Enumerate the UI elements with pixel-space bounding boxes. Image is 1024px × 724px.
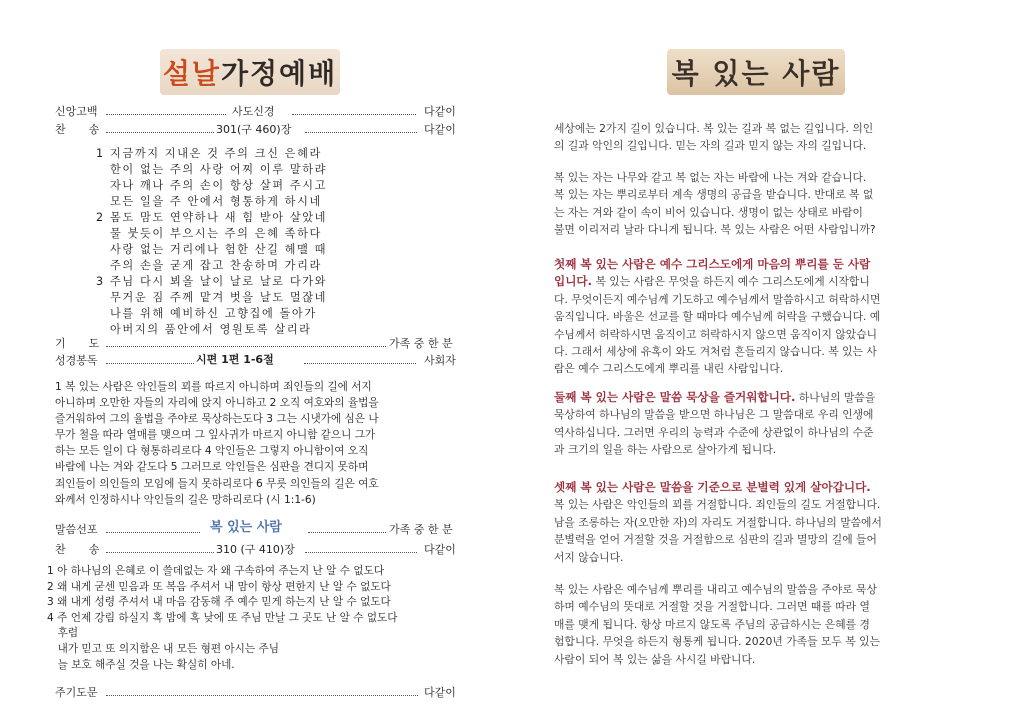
scripture-reference: 시편 1편 1-6절 xyxy=(196,353,274,366)
paragraph-line: 과 크기의 일을 하는 사람으로 살아가게 됩니다. xyxy=(554,443,777,457)
dot-leader xyxy=(308,532,386,533)
creed-leader: 다같이 xyxy=(424,105,456,118)
reading-leader: 사회자 xyxy=(424,354,456,367)
dot-leader xyxy=(106,114,226,115)
paragraph-line: 람은 예수 그리스도에게 뿌리를 내린 사람입니다. xyxy=(554,362,784,376)
paragraph-line: 묵상하여 하나님의 말씀을 받으면 하나님은 그 말씀대로 우리 인생에 xyxy=(554,408,874,422)
point-one-heading-end: 입니다. xyxy=(554,274,593,289)
lyric-line: 자나 깨나 주의 손이 항상 살펴 주시고 xyxy=(110,179,328,192)
hymn-label: 찬 송 xyxy=(55,123,106,136)
paragraph-line: 복 있는 사람은 무엇을 하든지 예수 그리스도에게 시작합니 xyxy=(592,275,870,289)
dot-leader xyxy=(106,532,200,533)
paragraph-line: 불면 이리저리 날라 다니게 됩니다. 복 있는 사람은 어떤 사람입니까? xyxy=(554,223,876,237)
paragraph-line: 험합니다. 무엇을 하든지 형통케 됩니다. 2020년 가족들 모두 복 있는 xyxy=(554,635,880,649)
paragraph-line: 다. 무엇이든지 예수님께 기도하고 예수님께서 말씀하시고 허락하시면 xyxy=(554,292,881,306)
sermon-leader: 가족 중 한 분 xyxy=(389,523,453,536)
closing-hymn-number: 310 (구 410)장 xyxy=(216,543,295,556)
dot-leader xyxy=(106,132,214,133)
lyric-line: 1 아 하나님의 은혜로 이 쓸데없는 자 왜 구속하여 주는지 난 알 수 없도다 xyxy=(47,565,385,577)
reading-label: 성경봉독 xyxy=(55,354,98,367)
scripture-line: 죄인들이 의인들의 모임에 들지 못하리로다 6 무릇 의인들의 길은 여호 xyxy=(55,477,379,490)
point-one-heading: 첫째 복 있는 사람은 예수 그리스도에게 마음의 뿌리를 둔 사람 xyxy=(554,257,871,271)
sermon-banner xyxy=(667,49,845,95)
paragraph-line: 사람이 되어 복 있는 삶을 사시길 바랍니다. xyxy=(554,652,756,666)
creed-label: 신앙고백 xyxy=(55,105,98,118)
scripture-text xyxy=(55,379,460,508)
point-three-paragraph xyxy=(554,479,956,566)
scripture-line: 하는 모든 일이 다 형통하리로다 4 악인들은 그렇지 아니함이여 오직 xyxy=(55,445,369,458)
paragraph-line: 복 있는 자는 뿌리로부터 계속 생명의 공급을 받습니다. 반대로 복 없 xyxy=(554,188,874,202)
prayer-leader: 가족 중 한 분 xyxy=(389,337,453,350)
lyric-line: 사랑 없는 거리에나 험한 산길 헤맬 때 xyxy=(110,243,328,256)
point-three-heading: 셋째 복 있는 사람은 말씀을 기준으로 분별력 있게 살아갑니다. xyxy=(554,480,871,494)
lyric-line: 1 지금까지 지내온 것 주의 크신 은혜라 xyxy=(96,147,322,160)
lords-prayer-leader: 다같이 xyxy=(424,686,456,699)
paragraph-line: 의 길과 악인의 길입니다. 믿는 자의 길과 믿지 않는 자의 길입니다. xyxy=(554,139,867,153)
paragraph-line: 매를 맺게 됩니다. 항상 마르지 않도록 주님의 공급하시는 은혜를 경 xyxy=(554,617,870,631)
dot-leader xyxy=(106,363,194,364)
lyric-line: 4 주 언제 강림 하실지 혹 밤에 혹 낮에 또 주님 만날 그 곳도 난 알 수 없도다 xyxy=(47,611,398,624)
dot-leader xyxy=(292,114,416,115)
scripture-line: 1 복 있는 사람은 악인들의 꾀를 따르지 아니하며 죄인들의 길에 서지 xyxy=(55,381,372,393)
paragraph-line: 복 있는 자는 나무와 같고 복 없는 자는 바람에 나는 겨와 같습니다. xyxy=(554,171,867,184)
hymn-number: 301(구 460)장 xyxy=(216,123,292,136)
lyric-line: 아버지의 품안에서 영원토록 살리라 xyxy=(110,323,312,336)
lyric-line: 주의 손을 굳게 잡고 찬송하며 가리라 xyxy=(110,259,322,272)
paragraph-line: 분별력을 얻어 거절할 것을 거절함으로 심판의 길과 멸망의 길에 들어 xyxy=(554,533,877,547)
paragraph-line: 다. 그래서 세상에 유혹이 와도 겨처럼 흔들리지 않습니다. 복 있는 사 xyxy=(554,345,877,359)
paragraph-line: 서지 않습니다. xyxy=(554,550,624,564)
lyric-line: 2 왜 내게 굳센 믿음과 또 복음 주셔서 내 맘이 항상 편한지 난 알 수 없도다 xyxy=(47,580,391,593)
paragraph-line: 는 자는 겨와 같이 속이 비어 있습니다. 생명이 없는 상태로 바람이 xyxy=(554,205,863,219)
paragraph-line: 남을 조롱하는 자(오만한 자)의 자리도 거절합니다. 하나님의 말씀에서 xyxy=(554,515,882,529)
paragraph-line: 움직입니다. 바울은 선교를 할 때마다 예수님께 허락을 구했습니다. 예 xyxy=(554,310,881,324)
lyric-line: 3 주님 다시 뵈올 날이 날로 날로 다가와 xyxy=(96,275,328,288)
sermon-banner-title: 복 있는 사람 xyxy=(671,57,841,90)
paragraph-line: 하며 예수님의 뜻대로 거절할 것을 거절합니다. 그러면 때를 따라 열 xyxy=(554,600,870,614)
paragraph-line: 수님께서 허락하시면 움직이고 허락하시지 않으면 움직이지 않았습니 xyxy=(554,327,878,341)
lyric-line: 늘 보호 해주실 것을 나는 확실히 아네. xyxy=(47,658,235,671)
dot-leader xyxy=(106,346,386,347)
point-two-paragraph xyxy=(554,389,956,459)
lords-prayer-label: 주기도문 xyxy=(55,686,98,699)
prayer-label: 기 도 xyxy=(55,337,106,350)
right-page xyxy=(512,0,1024,724)
lyric-line: 내가 믿고 또 의지함은 내 모든 형편 아시는 주님 xyxy=(47,642,279,655)
worship-title: 설날가정예배 xyxy=(162,57,338,90)
lyric-line: 나를 위해 예비하신 고향집에 돌아가 xyxy=(110,307,317,320)
sermon-label: 말씀선포 xyxy=(55,523,98,536)
point-one-paragraph xyxy=(554,256,956,378)
lyric-line: 무거운 짐 주께 맡겨 벗을 날도 멀잖네 xyxy=(110,291,328,304)
paragraph-line: 역사하십니다. 그러면 우리의 능력과 수준에 상관없이 하나님의 수준 xyxy=(554,425,874,439)
dot-leader xyxy=(305,552,417,553)
closing-hymn-leader: 다같이 xyxy=(424,543,456,556)
closing-hymn-label: 찬 송 xyxy=(55,543,106,556)
intro-paragraph xyxy=(554,120,956,155)
scripture-line: 무가 철을 따라 열매를 맺으며 그 잎사귀가 마르지 아니함 같으니 그가 xyxy=(55,429,376,442)
lyric-line: 물 붓듯이 부으시는 주의 은혜 족하다 xyxy=(110,227,322,240)
lyric-line: 모든 일을 주 안에서 형통하게 하시네 xyxy=(110,195,322,208)
dot-leader xyxy=(305,132,417,133)
scripture-line: 바람에 나는 겨와 같도다 5 그러므로 악인들은 심판을 견디지 못하며 xyxy=(55,461,369,474)
lyric-line: 후렴 xyxy=(47,627,79,640)
lyric-line: 3 왜 내게 성령 주셔서 내 마음 감동해 주 예수 믿게 하는지 난 알 수 없도다 xyxy=(47,596,391,609)
worship-title-banner xyxy=(160,49,340,95)
paragraph-line: 복 있는 사람은 예수님께 뿌리를 내리고 예수님의 말씀을 주야로 묵상 xyxy=(554,583,877,596)
contrast-paragraph xyxy=(554,169,956,239)
scripture-line: 즐거워하여 그의 율법을 주야로 묵상하는도다 3 그는 시냇가에 심은 나 xyxy=(55,413,379,426)
scripture-line: 와께서 인정하시나 악인들의 길은 망하리로다 (시 1:1-6) xyxy=(55,493,316,506)
conclusion-paragraph xyxy=(554,581,956,668)
paragraph-line: 하나님의 말씀을 xyxy=(795,391,876,404)
dot-leader xyxy=(106,695,418,696)
sermon-title: 복 있는 사람 xyxy=(210,520,282,535)
hymn-leader: 다같이 xyxy=(424,123,456,136)
lyric-line: 한이 없는 주의 사랑 어찌 이루 말하랴 xyxy=(110,163,328,176)
scripture-line: 아니하며 오만한 자들의 자리에 앉지 아니하고 2 오직 여호와의 율법을 xyxy=(55,397,379,410)
closing-hymn-lyrics xyxy=(47,564,398,673)
lyric-line: 2 몸도 맘도 연약하나 새 힘 받아 살았네 xyxy=(96,211,328,224)
point-two-heading: 둘째 복 있는 사람은 말씀 묵상을 즐거워합니다. xyxy=(554,390,796,404)
dot-leader xyxy=(304,363,416,364)
creed-value: 사도신경 xyxy=(232,105,275,118)
paragraph-line: 복 있는 사람은 악인들의 꾀를 거절합니다. 죄인들의 길도 거절합니다. xyxy=(554,498,881,512)
paragraph-line: 세상에는 2가지 길이 있습니다. 복 있는 길과 복 없는 길입니다. 의인 xyxy=(554,122,874,135)
dot-leader xyxy=(106,552,214,553)
